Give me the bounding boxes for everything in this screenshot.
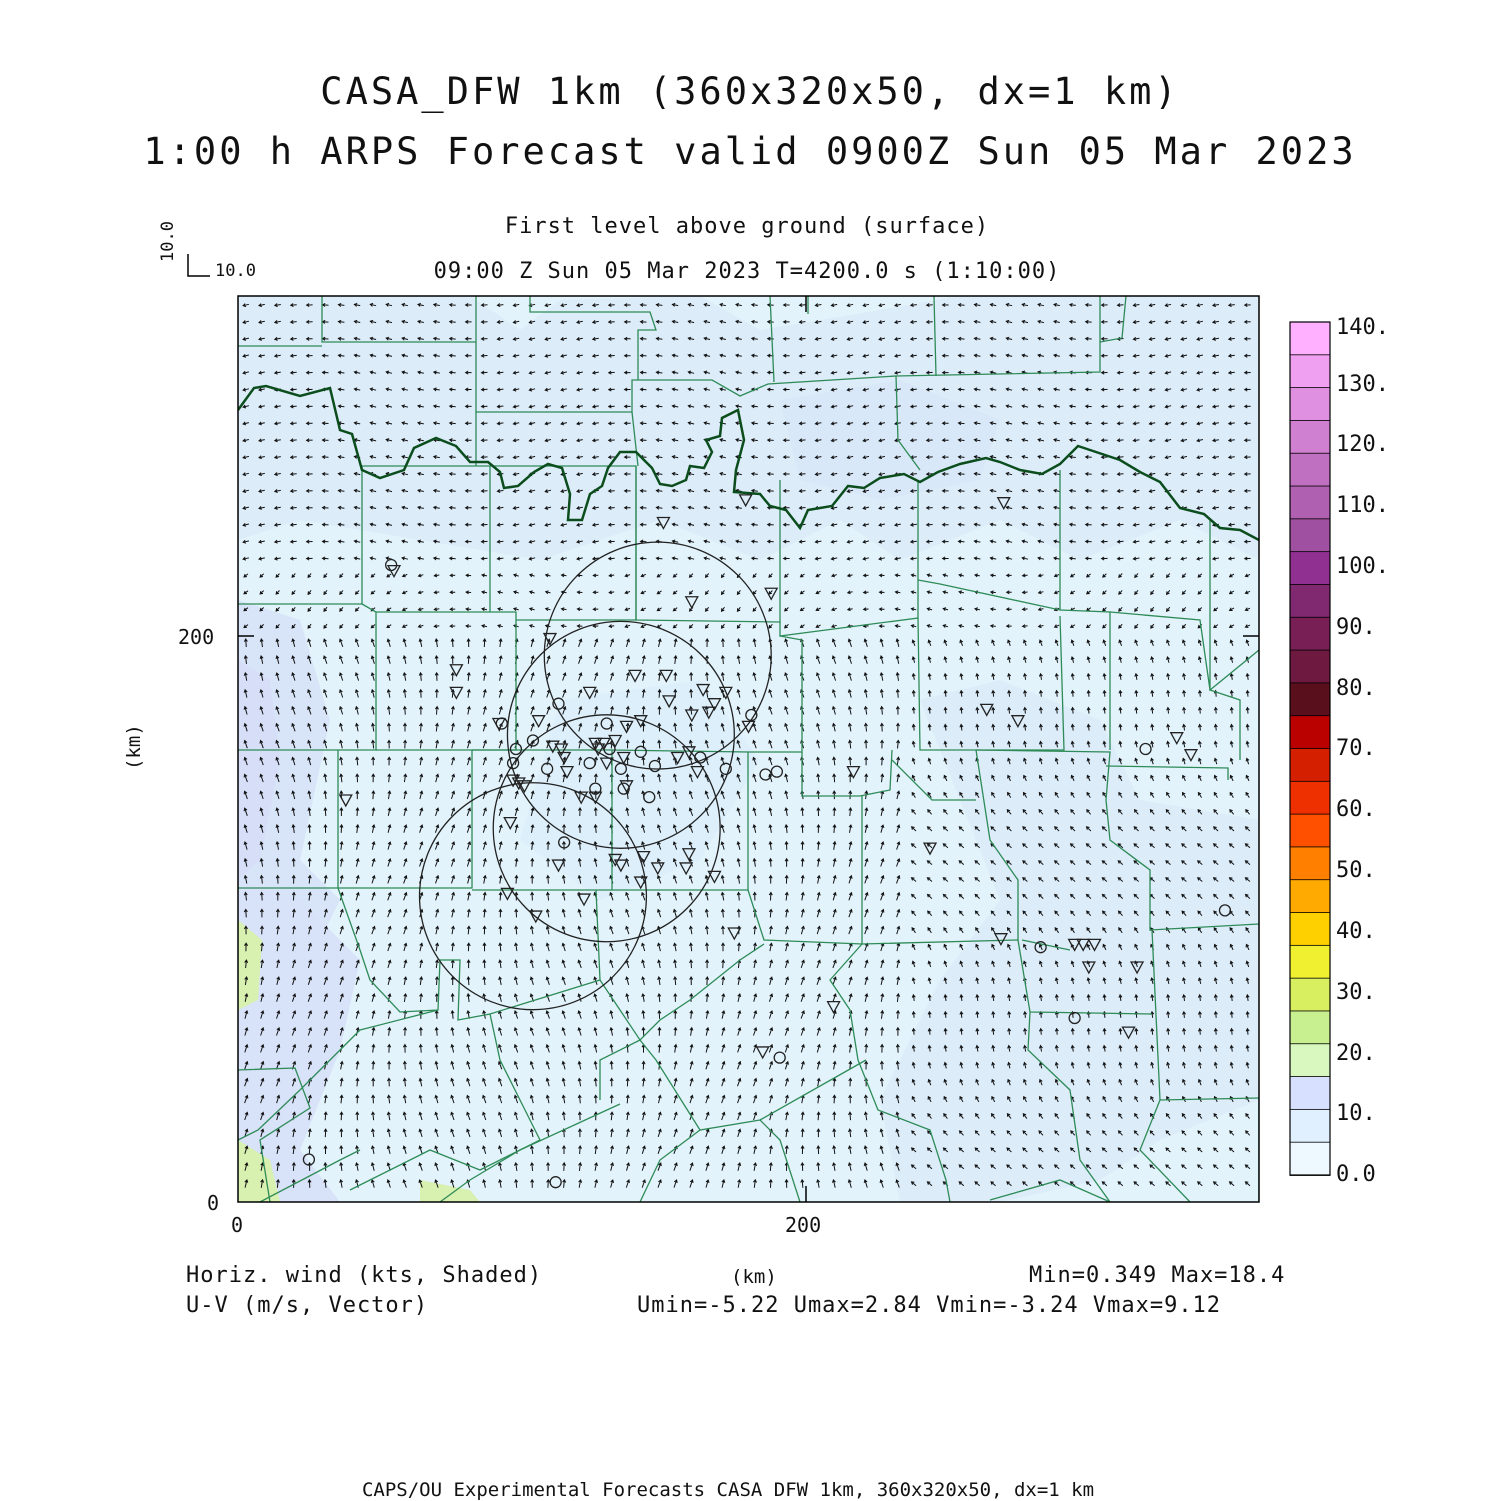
y-tick-0: 0 <box>207 1191 220 1215</box>
colorbar-segment <box>1290 683 1330 716</box>
uv-stats-label: Umin=-5.22 Umax=2.84 Vmin=-3.24 Vmax=9.12 <box>637 1293 1222 1318</box>
colorbar-segment <box>1290 650 1330 683</box>
colorbar-label: 10. <box>1336 1101 1376 1126</box>
colorbar-segment <box>1290 781 1330 814</box>
colorbar-segment <box>1290 978 1330 1011</box>
vector-description: U-V (m/s, Vector) <box>186 1293 429 1318</box>
colorbar-segment <box>1290 388 1330 421</box>
colorbar-segment <box>1290 322 1330 355</box>
min-max-label: Min=0.349 Max=18.4 <box>1029 1263 1286 1288</box>
field-description: Horiz. wind (kts, Shaded) <box>186 1263 543 1288</box>
title-line-2: 1:00 h ARPS Forecast valid 0900Z Sun 05 Mar 2023 <box>143 130 1357 173</box>
colorbar-segment <box>1290 420 1330 453</box>
colorbar-segment <box>1290 453 1330 486</box>
colorbar-segment <box>1290 913 1330 946</box>
colorbar-label: 60. <box>1336 797 1376 822</box>
colorbar-segment <box>1290 1077 1330 1110</box>
x-tick-200: 200 <box>785 1213 822 1237</box>
colorbar-segment <box>1290 880 1330 913</box>
colorbar-segment <box>1290 584 1330 617</box>
colorbar-label: 40. <box>1336 919 1376 944</box>
colorbar-segment <box>1290 552 1330 585</box>
colorbar <box>1290 322 1330 1176</box>
colorbar-segment <box>1290 1044 1330 1077</box>
colorbar-label: 90. <box>1336 615 1376 640</box>
colorbar-label: 110. <box>1336 493 1389 518</box>
colorbar-segment <box>1290 519 1330 552</box>
colorbar-segment <box>1290 945 1330 978</box>
x-tick-0: 0 <box>231 1213 244 1237</box>
title-line-1: CASA_DFW 1km (360x320x50, dx=1 km) <box>320 70 1180 113</box>
colorbar-label: 30. <box>1336 980 1376 1005</box>
colorbar-label: 50. <box>1336 858 1376 883</box>
colorbar-segment <box>1290 1011 1330 1044</box>
colorbar-label: 140. <box>1336 315 1389 340</box>
reference-vector-icon <box>188 254 210 276</box>
ref-vector-x-label: 10.0 <box>215 261 256 281</box>
colorbar-segment <box>1290 814 1330 847</box>
colorbar-label: 80. <box>1336 676 1376 701</box>
valid-time-label: 09:00 Z Sun 05 Mar 2023 T=4200.0 s (1:10:00) <box>433 259 1061 284</box>
ref-vector-y-label: 10.0 <box>158 221 178 262</box>
colorbar-segment <box>1290 617 1330 650</box>
colorbar-segment <box>1290 486 1330 519</box>
colorbar-label: 100. <box>1336 554 1389 579</box>
colorbar-segment <box>1290 749 1330 782</box>
x-axis-label: (km) <box>731 1266 777 1288</box>
credit-line: CAPS/OU Experimental Forecasts CASA DFW 1km, 360x320x50, dx=1 km <box>361 1479 1095 1501</box>
colorbar-label: 130. <box>1336 372 1389 397</box>
colorbar-label: 0.0 <box>1336 1162 1376 1187</box>
colorbar-label: 20. <box>1336 1041 1376 1066</box>
colorbar-label: 120. <box>1336 432 1389 457</box>
colorbar-segment <box>1290 355 1330 388</box>
colorbar-segment <box>1290 1142 1330 1175</box>
colorbar-segment <box>1290 1109 1330 1142</box>
colorbar-segment <box>1290 847 1330 880</box>
level-label: First level above ground (surface) <box>504 214 990 239</box>
y-axis-label: (km) <box>123 724 145 770</box>
colorbar-segment <box>1290 716 1330 749</box>
colorbar-label: 70. <box>1336 736 1376 761</box>
y-tick-200: 200 <box>178 625 215 649</box>
